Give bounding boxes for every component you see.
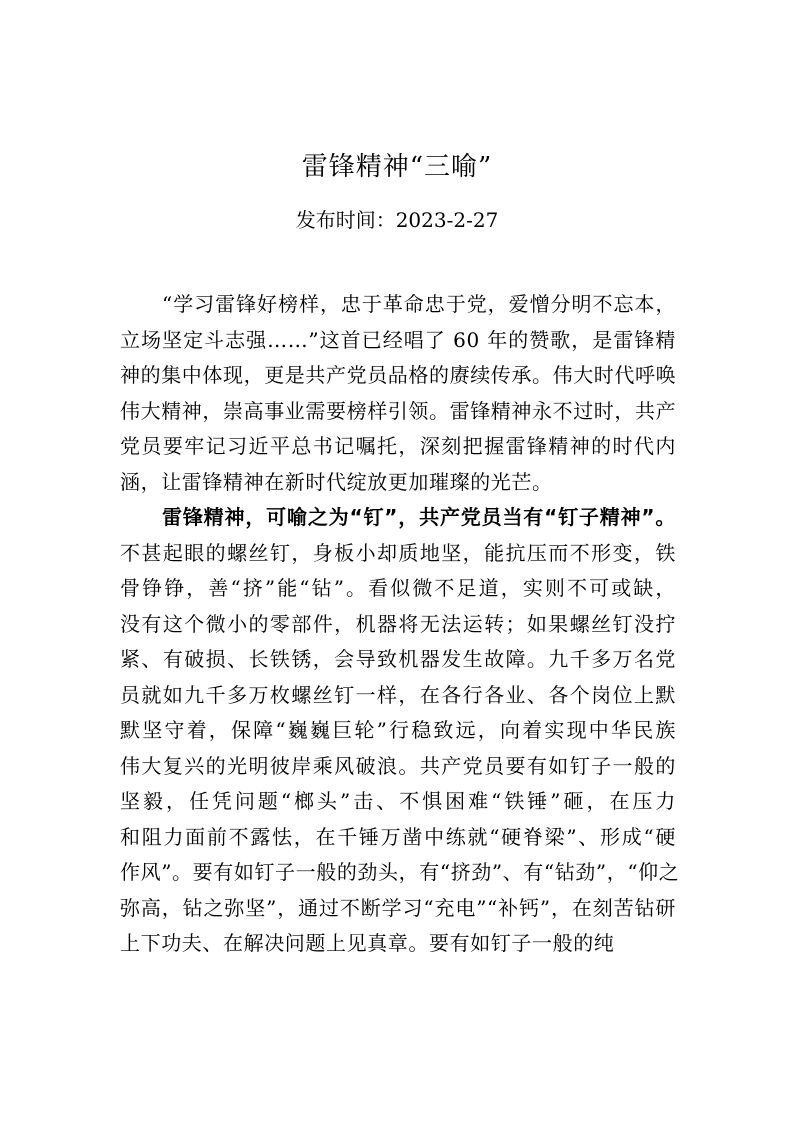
paragraph-1-line-1: “学习雷锋好榜样，忠于革命忠于党，爱憎分明不忘本，: [162, 292, 676, 316]
paragraph-2-line-6: 默坚守着，保障“巍巍巨轮”行稳致远，向着实现中华民族: [120, 718, 676, 742]
article-body: [120, 287, 680, 962]
paragraph-1-line-5: 党员要牢记习近平总书记嘱托，深刻把握雷锋精神的时代内: [120, 434, 676, 458]
document-title: 雷锋精神“三喻”: [301, 152, 493, 182]
paragraph-1-line-2: 立场坚定斗志强……”这首已经唱了 60 年的赞歌，是雷锋精: [120, 327, 676, 352]
paragraph-1-line-3: 神的集中体现，更是共产党员品格的赓续传承。伟大时代呼唤: [120, 363, 677, 387]
paragraph-2-line-7: 伟大复兴的光明彼岸乘风破浪。共产党员要有如钉子一般的: [120, 753, 676, 778]
paragraph-2-line-4: 紧、有破损、长铁锈，会导致机器发生故障。九千多万名党: [120, 647, 676, 671]
paragraph-2-line-5: 员就如九千多万枚螺丝钉一样，在各行各业、各个岗位上默: [120, 682, 676, 707]
paragraph-2-line-2: 骨铮铮，善“挤”能“钻”。看似微不足道，实则不可或缺，: [120, 576, 676, 600]
publish-date: 发布时间：2023-2-27: [295, 208, 499, 232]
paragraph-2-line-9: 和阻力面前不露怯，在千锤万凿中练就“硬脊梁”、形成“硬: [120, 824, 676, 849]
paragraph-2-line-3: 没有这个微小的零部件，机器将无法运转；如果螺丝钉没拧: [120, 611, 676, 636]
paragraph-1-line-6: 涵，让雷锋精神在新时代绽放更加璀璨的光芒。: [120, 469, 553, 494]
paragraph-2-line-11: 弥高，钻之弥坚”，通过不断学习“充电”“补钙”，在刻苦钻研: [120, 895, 676, 920]
paragraph-2-line-10: 作风”。要有如钉子一般的劲头，有“挤劲”、有“钻劲”，“仰之: [120, 860, 680, 884]
paragraph-2-line-1: 不甚起眼的螺丝钉，身板小却质地坚，能抗压而不形变，铁: [120, 540, 676, 565]
paragraph-1-line-4: 伟大精神，崇高事业需要榜样引领。雷锋精神永不过时，共产: [120, 398, 677, 423]
paragraph-2-line-8: 坚毅，任凭问题“榔头”击、不惧困难“铁锤”砸，在压力: [120, 789, 676, 813]
paragraph-2-line-12: 上下功夫、在解决问题上见真章。要有如钉子一般的纯: [120, 931, 615, 955]
paragraph-2-heading: 雷锋精神，可喻之为“钉”，共产党员当有“钉子精神”。: [162, 505, 676, 529]
